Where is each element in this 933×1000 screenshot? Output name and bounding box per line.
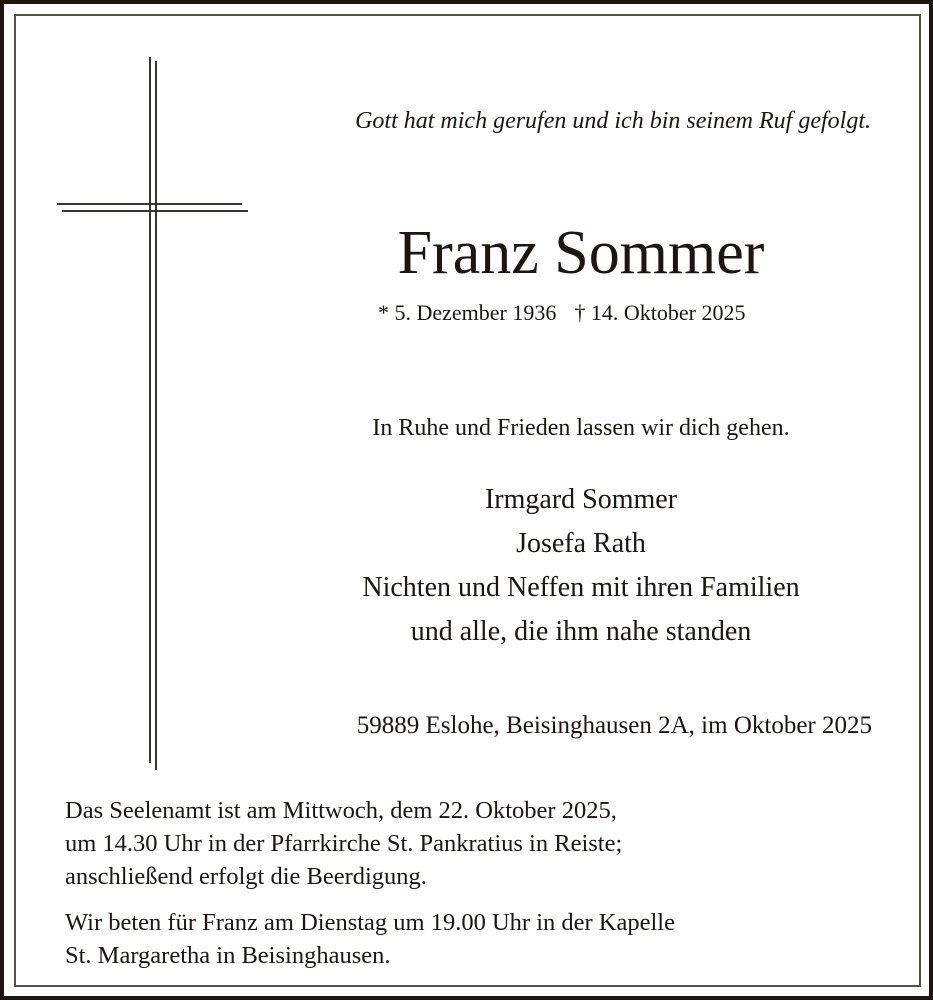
- life-dates: [378, 300, 745, 326]
- service-line: Das Seelenamt ist am Mittwoch, dem 22. Oktober 2025,: [65, 797, 617, 824]
- place-date: 59889 Eslohe, Beisinghausen 2A, im Oktober 2025: [356, 712, 872, 739]
- prayer-line: St. Margaretha in Beisinghausen.: [65, 942, 391, 969]
- mourner: und alle, die ihm nahe standen: [410, 616, 752, 647]
- mourner: Nichten und Neffen mit ihren Familien: [362, 572, 800, 603]
- motto: Gott hat mich gerufen und ich bin seinem Ruf gefolgt.: [355, 108, 871, 134]
- birth-date: * 5. Dezember 1936: [378, 300, 557, 325]
- prayer-line: Wir beten für Franz am Dienstag um 19.00 Uhr in der Kapelle: [65, 909, 675, 936]
- farewell-line: In Ruhe und Frieden lassen wir dich gehen.: [372, 415, 790, 441]
- service-line: anschließend erfolgt die Beerdigung.: [65, 863, 427, 890]
- mourner: Irmgard Sommer: [484, 484, 678, 515]
- death-date: † 14. Oktober 2025: [574, 300, 746, 325]
- deceased-name: Franz Sommer: [397, 219, 765, 287]
- mourner: Josefa Rath: [516, 528, 646, 559]
- service-line: um 14.30 Uhr in der Pfarrkirche St. Pankratius in Reiste;: [65, 830, 623, 857]
